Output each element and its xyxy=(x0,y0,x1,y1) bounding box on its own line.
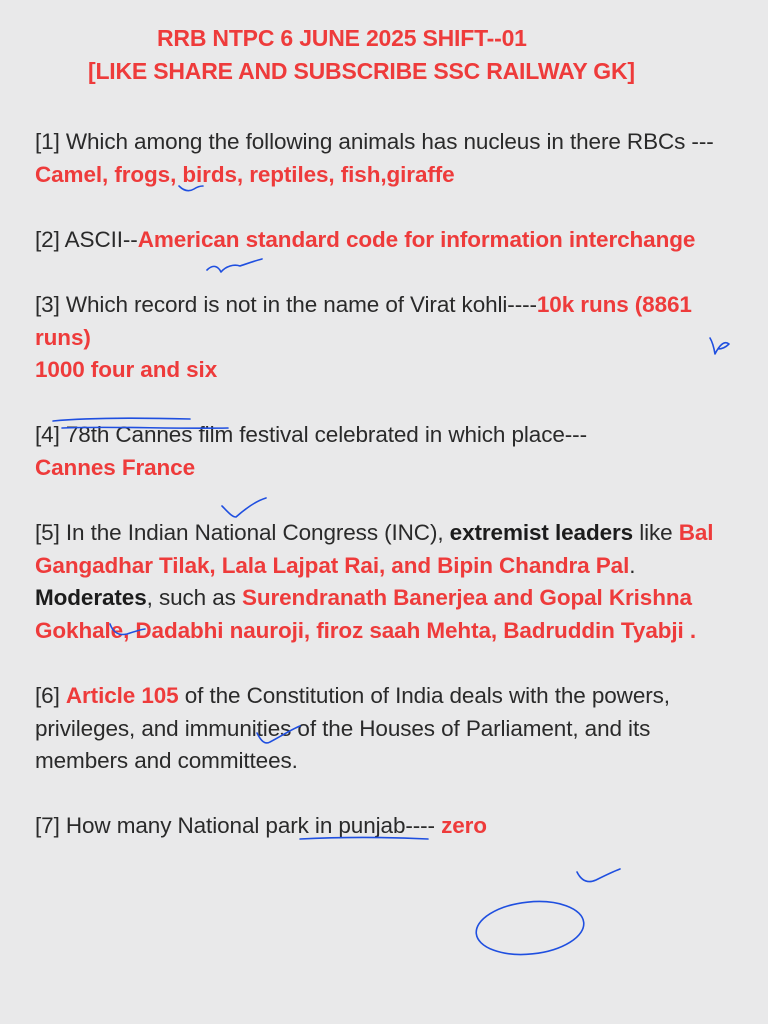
question-6-text-1: [6] xyxy=(35,683,66,709)
q7-answer-circle xyxy=(474,896,587,959)
question-1-text: [1] Which among the following animals has nucleus in there RBCs --- xyxy=(35,129,714,154)
question-6-article: Article 105 xyxy=(65,683,179,709)
question-1 xyxy=(35,126,735,191)
question-4-answer: Cannes France xyxy=(35,454,196,480)
question-5-text-1: [5] In the Indian National Congress (INC), xyxy=(35,520,450,546)
question-5-extremist-label: extremist leaders xyxy=(449,520,634,546)
question-3 xyxy=(35,289,735,387)
question-list xyxy=(35,126,735,876)
question-7-text: [7] How many National park in punjab---- xyxy=(35,813,442,839)
question-5-extremist-leaders: Bal Gangadhar Tilak, Lala Lajpat Rai, and Bipin Chandra Pal xyxy=(35,520,714,578)
question-5-moderates-label: Moderates xyxy=(35,585,147,611)
question-3-text: [3] Which record is not in the name of Virat kohli---- xyxy=(35,291,537,317)
question-5-text-3: . xyxy=(629,552,636,578)
question-2 xyxy=(35,224,735,257)
question-4-text: [4] 78th Cannes film festival celebrated in which place--- xyxy=(35,422,587,448)
header-title: RRB NTPC 6 JUNE 2025 SHIFT--01 xyxy=(157,25,527,51)
question-6-text-2: of the Constitution of India deals with the powers, privileges, and immunities of the Houses of Parliament, and its members and committees. xyxy=(35,683,670,774)
question-5 xyxy=(35,517,735,647)
question-7 xyxy=(35,810,735,843)
question-1-answer: Camel, frogs, birds, reptiles, fish,giraffe xyxy=(35,161,455,187)
question-2-answer: American standard code for information interchange xyxy=(137,226,696,252)
question-5-text-4: , such as xyxy=(146,585,242,611)
question-3-answer-a: 10k runs (8861 runs) xyxy=(35,291,692,350)
question-6 xyxy=(35,680,735,778)
question-5-moderate-leaders: Surendranath Banerjea and Gopal Krishna Gokhale, Dadabhi nauroji, firoz saah Mehta, Badruddin Tyabji . xyxy=(35,585,696,643)
header-subtitle: [LIKE SHARE AND SUBSCRIBE SSC RAILWAY GK] xyxy=(88,58,635,84)
question-4 xyxy=(35,419,735,484)
question-2-text: [2] ASCII-- xyxy=(35,226,138,252)
question-5-text-2: like xyxy=(633,520,679,546)
question-7-answer: zero xyxy=(441,813,487,839)
question-3-answer-b: 1000 four and six xyxy=(35,357,218,383)
